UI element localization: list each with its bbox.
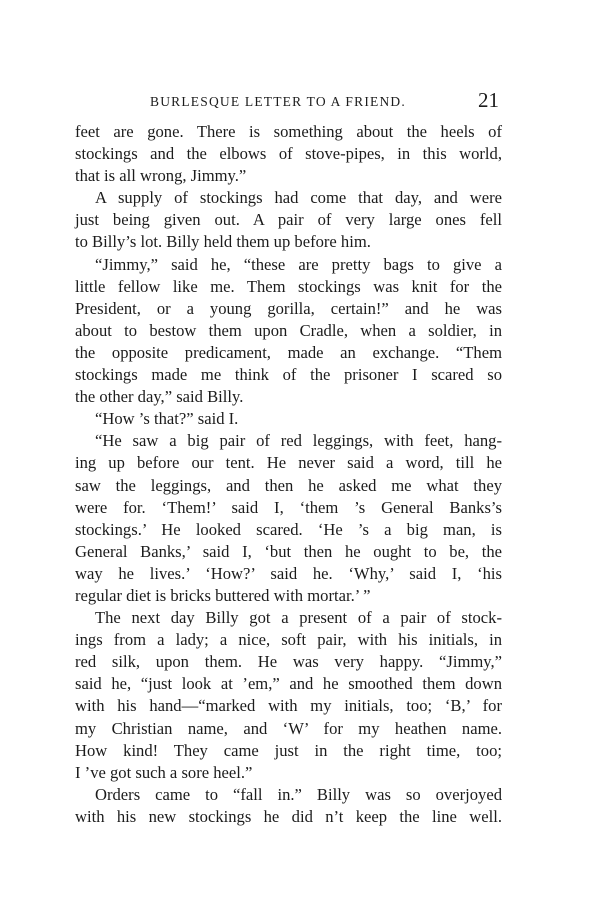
text-line: little fellow like me. Them stockings was knit for the (75, 276, 502, 296)
text-line: regular diet is bricks buttered with mortar.’ ” (75, 585, 371, 605)
text-line: How kind! They came just in the right time, too; (75, 740, 502, 760)
text-line: with his new stockings he did n’t keep the line well. (75, 806, 502, 826)
text-line: the other day,” said Billy. (75, 387, 244, 407)
text-line: I ’ve got such a sore heel.” (75, 762, 253, 782)
text-line: were for. ‘Them!’ said I, ‘them ’s General Banks’s (75, 497, 502, 517)
text-line: stockings.’ He looked scared. ‘He ’s a big man, is (75, 519, 502, 539)
text-line: about to bestow them upon Cradle, when a soldier, in (75, 320, 502, 340)
text-line: to Billy’s lot. Billy held them up before him. (75, 232, 371, 252)
text-line: just being given out. A pair of very large ones fell (75, 210, 502, 230)
text-line: ing up before our tent. He never said a word, till he (75, 453, 502, 473)
text-line: A supply of stockings had come that day, and were (95, 188, 502, 208)
text-line: feet are gone. There is something about the heels of (75, 122, 502, 141)
text-line: “How ’s that?” said I. (95, 409, 239, 429)
text-line: my Christian name, and ‘W’ for my heathen name. (75, 718, 502, 738)
running-head (0, 88, 590, 114)
page-number: 21 (478, 88, 499, 112)
text-line: “He saw a big pair of red leggings, with feet, hang- (95, 431, 502, 451)
text-line: that is all wrong, Jimmy.” (75, 166, 247, 186)
text-line: The next day Billy got a present of a pair of stock- (95, 608, 502, 628)
body-text (75, 121, 502, 828)
text-line: red silk, upon them. He was very happy. “Jimmy,” (75, 652, 502, 672)
text-line: Orders came to “fall in.” Billy was so overjoyed (95, 784, 502, 804)
text-line: President, or a young gorilla, certain!” and he was (75, 298, 502, 318)
text-line: stockings and the elbows of stove-pipes, in this world, (75, 144, 502, 164)
text-line: saw the leggings, and then he asked me what they (75, 475, 502, 495)
text-line: ings from a lady; a nice, soft pair, with his initials, in (75, 630, 502, 650)
running-title: BURLESQUE LETTER TO A FRIEND. (150, 94, 406, 109)
text-line: said he, “just look at ’em,” and he smoothed them down (75, 674, 502, 694)
text-line: the opposite predicament, made an exchange. “Them (75, 342, 502, 362)
text-line: with his hand—“marked with my initials, too; ‘B,’ for (75, 696, 502, 716)
text-line: “Jimmy,” said he, “these are pretty bags to give a (95, 254, 502, 274)
text-line: stockings made me think of the prisoner I scared so (75, 365, 502, 385)
text-line: way he lives.’ ‘How?’ said he. ‘Why,’ said I, ‘his (75, 563, 502, 583)
text-line: General Banks,’ said I, ‘but then he ought to be, the (75, 541, 502, 561)
